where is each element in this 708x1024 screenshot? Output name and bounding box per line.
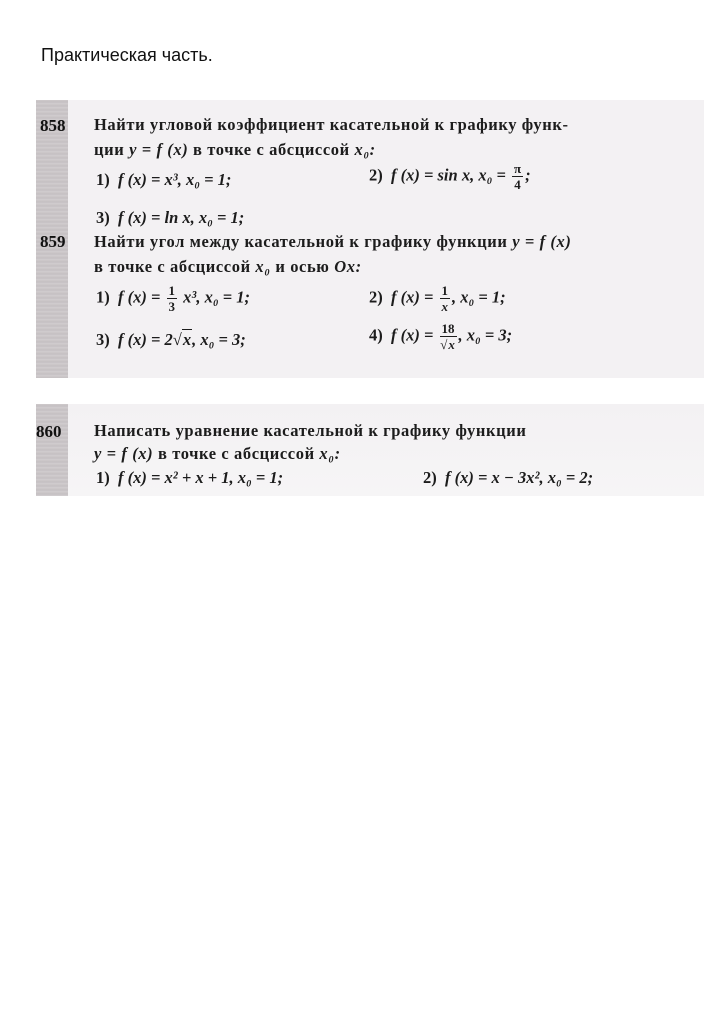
problem-number: 858 — [40, 116, 66, 135]
scan-block-860 — [36, 404, 704, 496]
task-item: 2) f (x) = $\frac{1}{x}$ , x₀ = 1; — [369, 283, 506, 314]
fraction: $\frac{18}{√x}$ — [440, 321, 455, 352]
margin-strip — [36, 404, 68, 496]
task-item: 1) f (x) = x³, x₀ = 1; — [96, 170, 232, 189]
problem-text-line2: в точке с абсциссой x₀ и осью Ox: — [94, 257, 362, 276]
task-item: 3) f (x) = 2√x, x₀ = 3; — [96, 330, 246, 349]
task-item: 2) f (x) = sin x, x₀ = $\frac{\pi}{4}$ ; — [369, 161, 531, 192]
task-item: 1) f (x) = $\frac{1}{3}$ x³, x₀ = 1; — [96, 283, 250, 314]
problem-text: Найти угол между касательной к графику функции y = f (x) — [94, 232, 572, 251]
problem-text-line2: ции y = f (x) в точке с абсциссой x₀: — [94, 140, 376, 159]
problem-text: Написать уравнение касательной к графику функции — [94, 421, 527, 440]
fraction: $\frac{1}{x}$ — [441, 283, 449, 314]
sqrt: x — [182, 330, 192, 349]
task-item: 4) f (x) = $\frac{18}{√x}$ , x₀ = 3; — [369, 321, 513, 352]
problem-text: Найти угловой коэффициент касательной к графику функ- — [94, 115, 569, 134]
task-item: 3) f (x) = ln x, x₀ = 1; — [96, 208, 245, 227]
fraction: $\frac{\pi}{4}$ — [513, 161, 522, 192]
fraction: $\frac{1}{3}$ — [168, 283, 176, 314]
problem-number: 860 — [36, 422, 62, 441]
problem-text-line2: y = f (x) в точке с абсциссой x₀: — [94, 444, 341, 463]
page-heading: Практическая часть. — [41, 45, 213, 65]
problem-number: 859 — [40, 232, 66, 251]
scan-block-858-859 — [36, 100, 704, 378]
task-item: 2) f (x) = x − 3x², x₀ = 2; — [423, 468, 594, 487]
task-item: 1) f (x) = x² + x + 1, x₀ = 1; — [96, 468, 284, 487]
